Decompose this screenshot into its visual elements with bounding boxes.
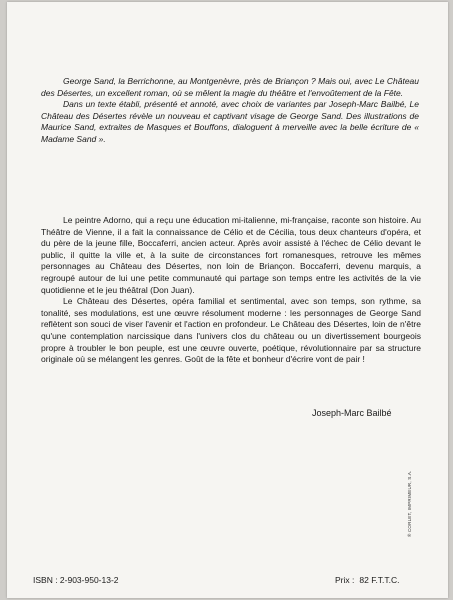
intro-section	[41, 76, 419, 146]
price	[335, 575, 400, 585]
printer-imprint: ® CORLET, IMPRIMEUR, S.A.	[407, 470, 412, 537]
price-label: Prix :	[335, 575, 355, 585]
summary-paragraph-2: Le Château des Désertes, opéra familial et sentimental, avec son temps, son rythme, sa tonalité, ses modulations, est une œuvre résolument moderne : les personnages de George Sand reflètent son souci de viser l'avenir et l'action en profondeur. Le Château des Désertes, loin de n'être qu'une contemplation narcissique dans l'univers clos du château ou un divertissement bourgeois propre à troubler le bon peuple, est une œuvre ouverte, poétique, révolutionnaire par sa structure originale où se mélangent les genres. Goût de la fête et bonheur d'écrire vont de pair !	[41, 296, 421, 365]
isbn-number: ISBN : 2-903-950-13-2	[33, 575, 119, 585]
summary-paragraph-1: Le peintre Adorno, qui a reçu une éducation mi-italienne, mi-française, raconte son histoire. Au Théâtre de Vienne, il a fait la connaissance de Célio et de Cécilia, tous deux chanteurs d'opéra, et du père de la jeune fille, Boccaferri, ancien acteur. Après avoir assisté à l'échec de Célio devant le public, il quitte la ville et, à la suite de circonstances fort romanesques, retrouve les mêmes personnages au Château des Désertes, non loin de Briançon. Boccaferri, devenu marquis, a regroupé autour de lui une petite communauté qui partage son temps entre les activités de la vie quotidienne et le jeu théâtral (Don Juan).	[41, 215, 421, 295]
intro-paragraph-1: George Sand, la Berrichonne, au Montgenèvre, près de Briançon ? Mais oui, avec Le Château des Désertes, un excellent roman, où se mêlent la magie du théâtre et l'envoûtement de la Fête.	[41, 76, 419, 98]
summary-section	[41, 215, 421, 366]
intro-paragraph-2: Dans un texte établi, présenté et annoté, avec choix de variantes par Joseph-Marc Bailbé, Le Château des Désertes révèle un nouveau et captivant visage de George Sand. Des illustrations de Maurice Sand, extraites de Masques et Bouffons, dialoguent à merveille avec la belle écriture de « Madame Sand ».	[41, 99, 419, 144]
author-signature: Joseph-Marc Bailbé	[312, 408, 392, 418]
back-cover-page	[7, 2, 448, 598]
price-value: 82 F.T.T.C.	[359, 575, 400, 585]
